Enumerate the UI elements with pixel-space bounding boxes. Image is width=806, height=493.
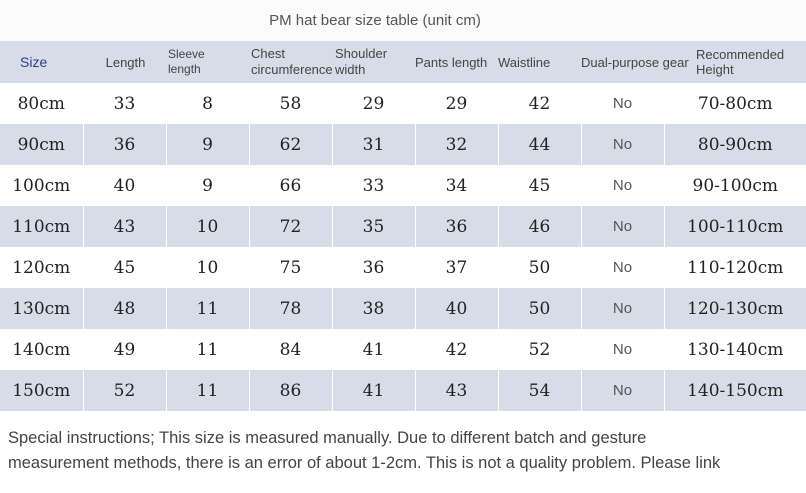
cell-shoulder: 41 <box>332 370 415 411</box>
cell-waistline: 46 <box>498 206 581 247</box>
cell-shoulder: 36 <box>332 247 415 288</box>
cell-shoulder: 35 <box>332 206 415 247</box>
cell-length: 48 <box>83 288 166 329</box>
cell-size: 100cm <box>0 165 83 206</box>
cell-waistline: 45 <box>498 165 581 206</box>
cell-chest: 75 <box>249 247 332 288</box>
col-header-sleeve-length: Sleeve length <box>168 47 205 76</box>
note-line: Special instructions; This size is measured manually. Due to different batch and gesture <box>8 429 647 447</box>
cell-length: 52 <box>83 370 166 411</box>
table-row <box>0 206 806 247</box>
cell-dual-purpose: No <box>581 165 664 206</box>
cell-pants-length: 40 <box>415 288 498 329</box>
cell-sleeve-length: 10 <box>166 206 249 247</box>
cell-height: 80-90cm <box>697 134 773 155</box>
size-table <box>0 41 806 411</box>
cell-sleeve-length: 11 <box>166 288 249 329</box>
cell-pants-length: 32 <box>415 124 498 165</box>
cell-pants-length: 43 <box>415 370 498 411</box>
cell-height: 120-130cm <box>687 298 784 319</box>
col-header-dual-purpose-gear: Dual-purpose gear <box>581 54 689 70</box>
cell-chest: 72 <box>249 206 332 247</box>
cell-size: 150cm <box>0 370 83 411</box>
cell-waistline: 50 <box>498 247 581 288</box>
cell-sleeve-length: 11 <box>166 329 249 370</box>
cell-sleeve-length: 9 <box>166 124 249 165</box>
table-row <box>0 247 806 288</box>
table-row <box>0 370 806 411</box>
cell-chest: 86 <box>249 370 332 411</box>
cell-height: 140-150cm <box>687 380 784 401</box>
cell-dual-purpose: No <box>581 124 664 165</box>
cell-sleeve-length: 10 <box>166 247 249 288</box>
chart-title: PM hat bear size table (unit cm) <box>0 0 806 41</box>
cell-shoulder: 29 <box>332 83 415 124</box>
cell-pants-length: 34 <box>415 165 498 206</box>
col-header-pants-length: Pants length <box>415 54 488 70</box>
cell-chest: 84 <box>249 329 332 370</box>
cell-dual-purpose: No <box>581 329 664 370</box>
cell-size: 140cm <box>0 329 83 370</box>
col-header-shoulder-width: Shoulder width <box>335 46 388 77</box>
cell-waistline: 54 <box>498 370 581 411</box>
cell-length: 45 <box>83 247 166 288</box>
cell-height: 90-100cm <box>692 175 778 196</box>
cell-height: 130-140cm <box>687 339 784 360</box>
cell-waistline: 52 <box>498 329 581 370</box>
cell-dual-purpose: No <box>581 83 664 124</box>
col-header-size: Size <box>20 53 48 70</box>
cell-height: 100-110cm <box>687 216 784 237</box>
cell-waistline: 44 <box>498 124 581 165</box>
col-header-chest-circumference: Chest circumference <box>251 46 333 77</box>
cell-sleeve-length: 11 <box>166 370 249 411</box>
table-row <box>0 329 806 370</box>
special-instructions <box>8 426 803 476</box>
cell-size: 110cm <box>0 206 83 247</box>
cell-length: 33 <box>83 83 166 124</box>
cell-height: 70-80cm <box>697 93 773 114</box>
table-row <box>0 165 806 206</box>
cell-dual-purpose: No <box>581 206 664 247</box>
col-header-waistline: Waistline <box>498 54 551 70</box>
cell-size: 120cm <box>0 247 83 288</box>
cell-chest: 78 <box>249 288 332 329</box>
cell-shoulder: 31 <box>332 124 415 165</box>
cell-shoulder: 38 <box>332 288 415 329</box>
header-row <box>0 41 806 83</box>
table-row <box>0 288 806 329</box>
cell-size: 90cm <box>0 124 83 165</box>
cell-length: 40 <box>83 165 166 206</box>
cell-dual-purpose: No <box>581 370 664 411</box>
cell-chest: 58 <box>249 83 332 124</box>
cell-shoulder: 33 <box>332 165 415 206</box>
cell-pants-length: 42 <box>415 329 498 370</box>
cell-size: 130cm <box>0 288 83 329</box>
col-header-length: Length <box>105 54 146 70</box>
cell-dual-purpose: No <box>581 247 664 288</box>
cell-pants-length: 36 <box>415 206 498 247</box>
cell-dual-purpose: No <box>581 288 664 329</box>
table-row <box>0 124 806 165</box>
cell-pants-length: 29 <box>415 83 498 124</box>
cell-length: 49 <box>83 329 166 370</box>
cell-waistline: 50 <box>498 288 581 329</box>
cell-pants-length: 37 <box>415 247 498 288</box>
note-line: measurement methods, there is an error of about 1-2cm. This is not a quality problem. Please link <box>8 454 721 472</box>
cell-size: 80cm <box>0 83 83 124</box>
cell-shoulder: 41 <box>332 329 415 370</box>
cell-chest: 62 <box>249 124 332 165</box>
cell-length: 43 <box>83 206 166 247</box>
cell-chest: 66 <box>249 165 332 206</box>
cell-length: 36 <box>83 124 166 165</box>
table-row <box>0 83 806 124</box>
cell-sleeve-length: 8 <box>166 83 249 124</box>
cell-height: 110-120cm <box>687 257 784 278</box>
col-header-recommended-height: Recommended Height <box>696 47 785 77</box>
cell-waistline: 42 <box>498 83 581 124</box>
cell-sleeve-length: 9 <box>166 165 249 206</box>
